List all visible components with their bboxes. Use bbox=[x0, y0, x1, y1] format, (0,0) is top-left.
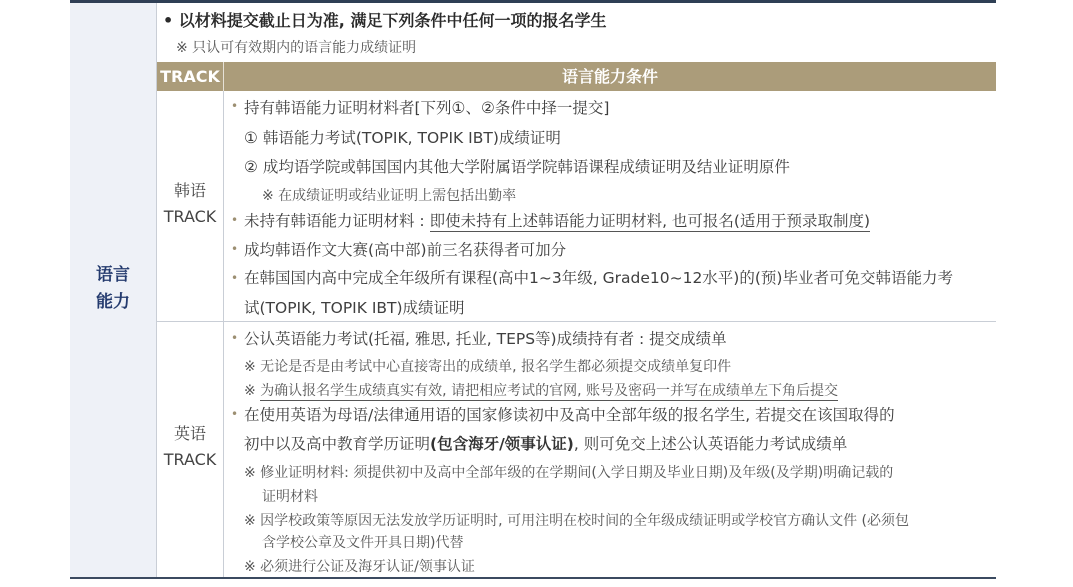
english-line8: ※ 因学校政策等原因无法发放学历证明时, 可用注明在校时间的全年级成绩证明或学校官方确认文件 (必须包 bbox=[244, 513, 909, 529]
intro-title: • 以材料提交截止日为准, 满足下列条件中任何一项的报名学生 bbox=[163, 11, 607, 30]
english-track-line2: TRACK bbox=[163, 450, 217, 469]
english-line10: ※ 必须进行公证及海牙认证/领事认证 bbox=[244, 559, 475, 575]
bullet: • bbox=[231, 99, 239, 113]
korean-line8: 试(TOPIK, TOPIK IBT)成绩证明 bbox=[244, 299, 465, 317]
english-line3-mark: ※ bbox=[244, 383, 261, 399]
english-track-line1: 英语 bbox=[173, 424, 206, 443]
korean-line6: 成均韩语作文大赛(高中部)前三名获得者可加分 bbox=[244, 241, 567, 259]
bullet: • bbox=[231, 242, 239, 256]
korean-track-line2: TRACK bbox=[163, 207, 217, 226]
korean-line4: ※ 在成绩证明或结业证明上需包括出勤率 bbox=[262, 188, 517, 204]
category-label-line2: 能力 bbox=[96, 292, 130, 312]
korean-track-line1: 韩语 bbox=[173, 181, 206, 200]
korean-line3: ② 成均语学院或韩国国内其他大学附属语学院韩语课程成绩证明及结业证明原件 bbox=[244, 158, 790, 176]
header-condition: 语言能力条件 bbox=[561, 67, 658, 86]
english-line5-bold: (包含海牙/领事认证) bbox=[430, 435, 574, 453]
korean-line5-label: 未持有韩语能力证明材料 : bbox=[244, 212, 430, 230]
category-label-line1: 语言 bbox=[96, 265, 130, 285]
korean-line2: ① 韩语能力考试(TOPIK, TOPIK IBT)成绩证明 bbox=[244, 129, 561, 147]
english-line3 bbox=[244, 380, 838, 400]
english-line3-underlined: 为确认报名学生成绩真实有效, 请把相应考试的官网, 账号及密码一并写在成绩单左下角后提交 bbox=[260, 383, 838, 399]
english-line5 bbox=[244, 432, 847, 454]
english-line7: 证明材料 bbox=[262, 489, 318, 505]
korean-line5 bbox=[244, 209, 870, 231]
korean-line7: 在韩国国内高中完成全年级所有课程(高中1~3年级, Grade10~12水平)的(预)毕业者可免交韩语能力考 bbox=[244, 269, 953, 287]
english-line5-c: , 则可免交上述公认英语能力考试成绩单 bbox=[573, 435, 848, 453]
section-divider bbox=[157, 321, 996, 322]
bullet: • bbox=[231, 407, 239, 421]
korean-track-cell bbox=[157, 91, 224, 321]
top-border bbox=[70, 0, 996, 3]
english-line5-a: 初中以及高中教育学历证明 bbox=[244, 435, 431, 453]
table-header bbox=[157, 62, 996, 91]
bullet: • bbox=[231, 331, 239, 345]
category-label-language bbox=[70, 262, 156, 316]
english-line6: ※ 修业证明材料: 须提供初中及高中全部年级的在学期间(入学日期及毕业日期)及年级(及学期)明确记载的 bbox=[244, 465, 894, 481]
english-track-cell bbox=[157, 322, 224, 577]
bottom-border bbox=[70, 577, 996, 579]
english-line1: 公认英语能力考试(托福, 雅思, 托业, TEPS等)成绩持有者 : 提交成绩单 bbox=[244, 330, 727, 348]
korean-line1: 持有韩语能力证明材料者[下列①、②条件中择一提交] bbox=[244, 99, 610, 117]
english-line9: 含学校公章及文件开具日期)代替 bbox=[262, 535, 464, 551]
english-line2: ※ 无论是否是由考试中心直接寄出的成绩单, 报名学生都必须提交成绩单复印件 bbox=[244, 359, 732, 375]
bullet: • bbox=[231, 213, 239, 227]
header-track: TRACK bbox=[160, 67, 220, 86]
english-line4: 在使用英语为母语/法律通用语的国家修读初中及高中全部年级的报名学生, 若提交在该国取得的 bbox=[244, 406, 895, 424]
bullet: • bbox=[231, 271, 239, 285]
korean-line5-underlined: 即使未持有上述韩语能力证明材料, 也可报名(适用于预录取制度) bbox=[429, 212, 871, 230]
intro-note: ※ 只认可有效期内的语言能力成绩证明 bbox=[176, 40, 417, 56]
